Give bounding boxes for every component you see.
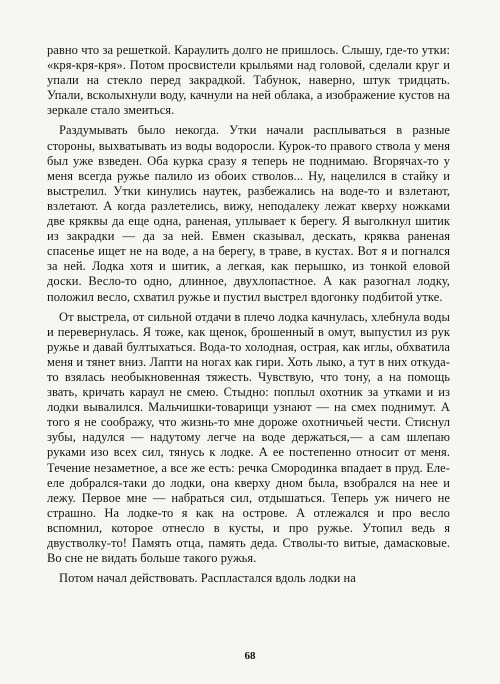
page-number: 68 [244, 650, 256, 662]
paragraph-4: Потом начал действовать. Распластался вдоль лодки на [59, 571, 356, 586]
paragraph-1: равно что за решеткой. Караулить долго не пришлось. Слышу, где-то утки: «кря-кря-кря». Потом просвистели крыльями над головой, сделали круг и упали на стекло перед закрадкой. Табунок, наверно, штук тридцать. Упали, всколыхнули воду, качнули на ней облака, а изображение кустов на зеркале стало змеиться. [47, 43, 450, 118]
paragraph-2: Раздумывать было некогда. Утки начали расплываться в разные стороны, выхватывать из воды водоросли. Курок-то правого ствола у меня был уже взведен. Оба курка сразу я теперь не поднимаю. Вгорячах-то у меня всегда ружье палило из обоих стволов... Ну, нацелился в стайку и выстрелил. Утки кинулись наутек, разбежались на воде-то и взлетают, взлетают. А когда разлетелись, вижу, неподалеку лежат кверху ножками две кряквы да еще одна, раненая, уплывает к берегу. Я выголкнул шитик из закрадки — да за ней. Евмен сказывал, дескать, кряква раненая спасенье ищет не на воде, а на берегу, в траве, в кустах. Вот я и погнался за ней. Лодка хотя и шитик, а легкая, как перышко, из тонкой еловой доски. Весло-то одно, длинное, двухлопастное. А как разогнал лодку, положил весло, схватил ружье и пустил выстрел вдогонку подбитой утке. [47, 123, 450, 304]
body-text [47, 43, 450, 591]
paragraph-3: От выстрела, от сильной отдачи в плечо лодка качнулась, хлебнула воды и перевернулась. Я тоже, как щенок, брошенный в омут, выпустил из рук ружье и давай бултыхаться. Вода-то холодная, острая, как иглы, обхватила меня и тянет вниз. Лапти на ногах как гири. Хоть лыко, а тут в них откуда-то взялась необыкновенная тяжесть. Чувствую, что тону, а на помощь звать, кричать караул не смею. Стыдно: поплыл охотник за утками и из лодки вывалился. Мальчишки-товарищи узнают — на смех поднимут. А того я не соображу, что жизнь-то мне дороже охотничьей чести. Стиснул зубы, надулся — надутому легче на воде держаться,— а сам шлепаю руками изо всех сил, тянусь к лодке. А ее постепенно относит от меня. Течение незаметное, а все же есть: речка Смородинка впадает в пруд. Еле-еле добрался-таки до лодки, она кверху дном была, взобрался на нее и лежу. Первое мне — набраться сил, отдышаться. Теперь уж ничего не страшно. На лодке-то я как на острове. А отлежался и про весло вспомнил, которое отнесло в кусты, и про ружье. Утопил ведь я двустволку-то! Память отца, память деда. Стволы-то витые, дамасковые. Во сне не видать больше такого ружья. [47, 309, 450, 566]
